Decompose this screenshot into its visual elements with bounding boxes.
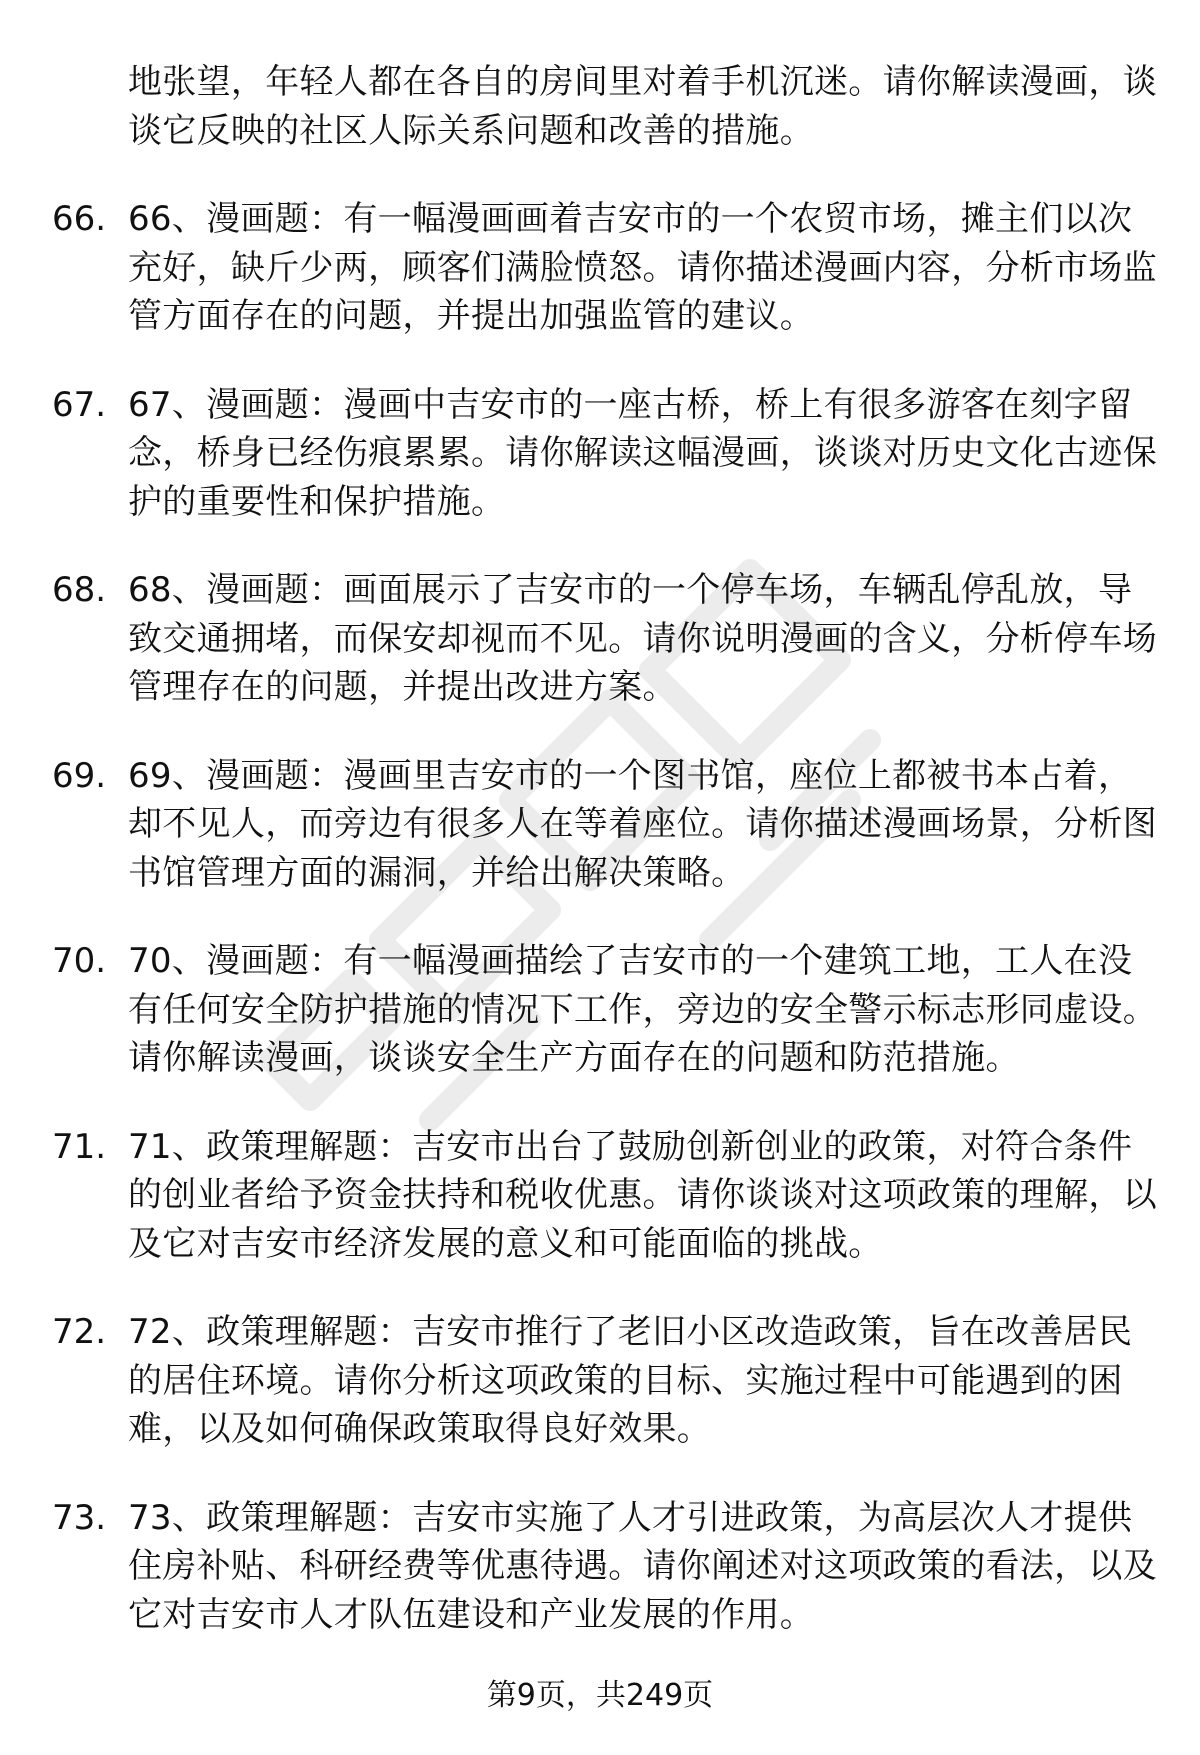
list-item (0, 566, 1200, 712)
list-item-number: 70. (52, 941, 107, 981)
list-item-text: 68、漫画题：画面展示了吉安市的一个停车场，车辆乱停乱放，导致交通拥堵，而保安却视而不见。请你说明漫画的含义，分析停车场管理存在的问题，并提出改进方案。 (128, 570, 1157, 707)
list-item-text: 66、漫画题：有一幅漫画画着吉安市的一个农贸市场，摊主们以次充好，缺斤少两，顾客们满脸愤怒。请你描述漫画内容，分析市场监管方面存在的问题，并提出加强监管的建议。 (128, 199, 1157, 336)
list-item (0, 752, 1200, 898)
list-item (0, 937, 1200, 1083)
list-item-text: 69、漫画题：漫画里吉安市的一个图书馆，座位上都被书本占着，却不见人，而旁边有很多人在等着座位。请你描述漫画场景，分析图书馆管理方面的漏洞，并给出解决策略。 (128, 755, 1157, 893)
list-item-number: 73. (52, 1497, 107, 1538)
list-item-number: 72. (52, 1312, 107, 1352)
list-item-number: 71. (52, 1126, 107, 1167)
document-body (0, 58, 1200, 1679)
list-item-number: 68. (52, 570, 107, 610)
list-item-number: 69. (52, 755, 107, 796)
list-item (0, 1308, 1200, 1454)
list-item-text: 73、政策理解题：吉安市实施了人才引进政策，为高层次人才提供住房补贴、科研经费等优惠待遇。请你阐述对这项政策的看法，以及它对吉安市人才队伍建设和产业发展的作用。 (128, 1497, 1157, 1635)
list-item-text: 70、漫画题：有一幅漫画描绘了吉安市的一个建筑工地，工人在没有任何安全防护措施的情况下工作，旁边的安全警示标志形同虚设。请你解读漫画，谈谈安全生产方面存在的问题和防范措施。 (128, 941, 1157, 1078)
list-item-text: 67、漫画题：漫画中吉安市的一座古桥，桥上有很多游客在刻字留念，桥身已经伤痕累累。请你解读这幅漫画，谈谈对历史文化古迹保护的重要性和保护措施。 (128, 384, 1157, 522)
list-item-text: 72、政策理解题：吉安市推行了老旧小区改造政策，旨在改善居民的居住环境。请你分析这项政策的目标、实施过程中可能遇到的困难，以及如何确保政策取得良好效果。 (128, 1312, 1133, 1449)
list-item (0, 1494, 1200, 1640)
list-item-number: 67. (52, 384, 107, 425)
list-item-text: 71、政策理解题：吉安市出台了鼓励创新创业的政策，对符合条件的创业者给予资金扶持和税收优惠。请你谈谈对这项政策的理解，以及它对吉安市经济发展的意义和可能面临的挑战。 (128, 1126, 1157, 1264)
continuation-paragraph (0, 58, 1200, 155)
list-item (0, 381, 1200, 527)
continuation-text: 地张望，年轻人都在各自的房间里对着手机沉迷。请你解读漫画，谈谈它反映的社区人际关系问题和改善的措施。 (128, 62, 1157, 151)
list-item (0, 1123, 1200, 1269)
list-item (0, 195, 1200, 341)
page-footer: 第9页，共249页 (486, 1678, 714, 1713)
list-item-number: 66. (52, 199, 107, 239)
